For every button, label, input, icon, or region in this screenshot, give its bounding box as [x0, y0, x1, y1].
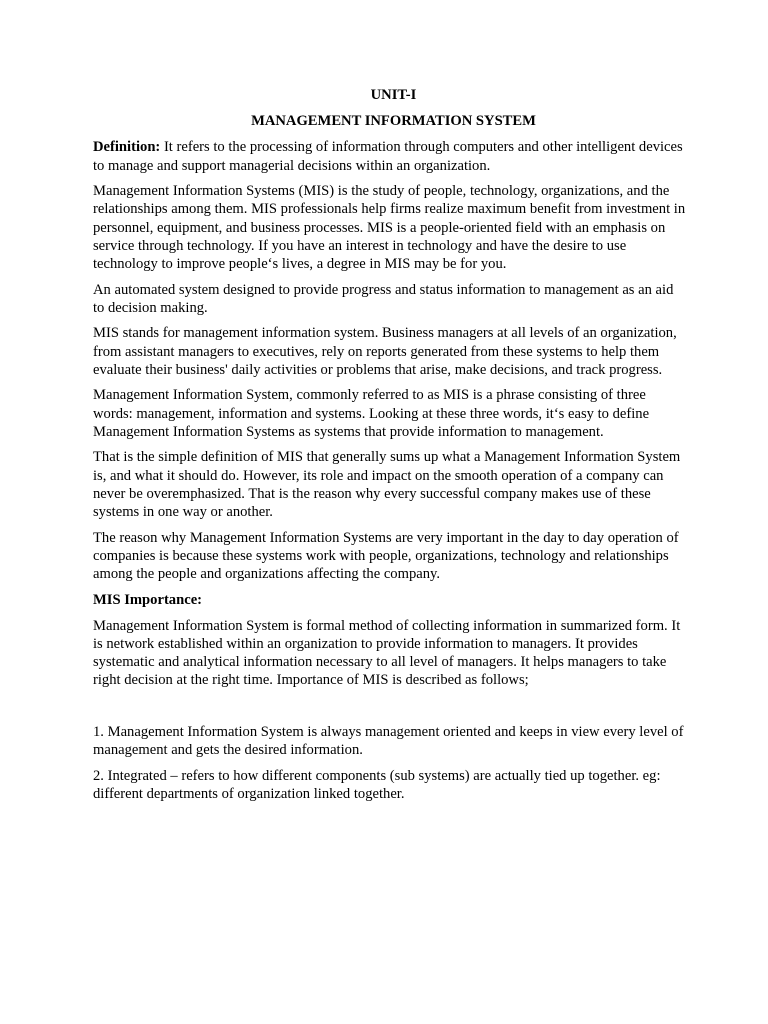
paragraph-simple-definition: That is the simple definition of MIS that generally sums up what a Management Information System is, and what it should do. However, its role and impact on the smooth operation of a company can never be overemphasized. That is the reason why every successful company makes use of these systems in one way or another.	[93, 449, 681, 521]
list-item: 2. Integrated – refers to how different components (sub systems) are actually tied up together. eg: different departments of organization linked together.	[93, 767, 661, 803]
spacer	[93, 697, 688, 723]
paragraph-three-words: Management Information System, commonly referred to as MIS is a phrase consisting of three words: management, information and systems. Looking at these three words, it‘s easy to define Management Information Systems as systems that provide information to management.	[93, 387, 650, 440]
list-item: 1. Management Information System is always management oriented and keeps in view every level of management and gets the desired information.	[93, 724, 684, 759]
section-heading-importance: MIS Importance:	[93, 591, 203, 608]
paragraph-mis-study: Management Information Systems (MIS) is the study of people, technology, organizations, and the relationships among them. MIS professionals help firms realize maximum benefit from investment in personnel, equipment, and business processes. MIS is a people-oriented field with an emphasis on service through technology. If you have an interest in technology and have the desire to use technology to improve people‘s lives, a degree in MIS may be for you.	[93, 183, 686, 273]
paragraph-mis-stands-for: MIS stands for management information system. Business managers at all levels of an organization, from assistant managers to executives, rely on reports generated from these systems to help them evaluate their business' daily activities or problems that arise, make decisions, and track progress.	[93, 325, 677, 378]
paragraph-importance-intro: Management Information System is formal method of collecting information in summarized form. It is network established within an organization to provide information to managers. It provides systematic and analytical information necessary to all level of managers. It helps managers to take right decision at the right time. Importance of MIS is described as follows;	[93, 617, 681, 689]
definition-label: Definition:	[93, 139, 161, 156]
document-title: MANAGEMENT INFORMATION SYSTEM	[251, 113, 536, 130]
definition-paragraph	[93, 138, 688, 174]
paragraph-automated-system: An automated system designed to provide progress and status information to management as an aid to decision making.	[93, 281, 674, 316]
paragraph-reason-important: The reason why Management Information Systems are very important in the day to day operation of companies is because these systems work with people, organizations, technology and relationships among the people and organizations affecting the company.	[93, 529, 679, 583]
unit-heading: UNIT-I	[370, 87, 417, 103]
definition-text: It refers to the processing of information through computers and other intelligent devices to manage and support managerial decisions within an organization.	[93, 139, 683, 174]
